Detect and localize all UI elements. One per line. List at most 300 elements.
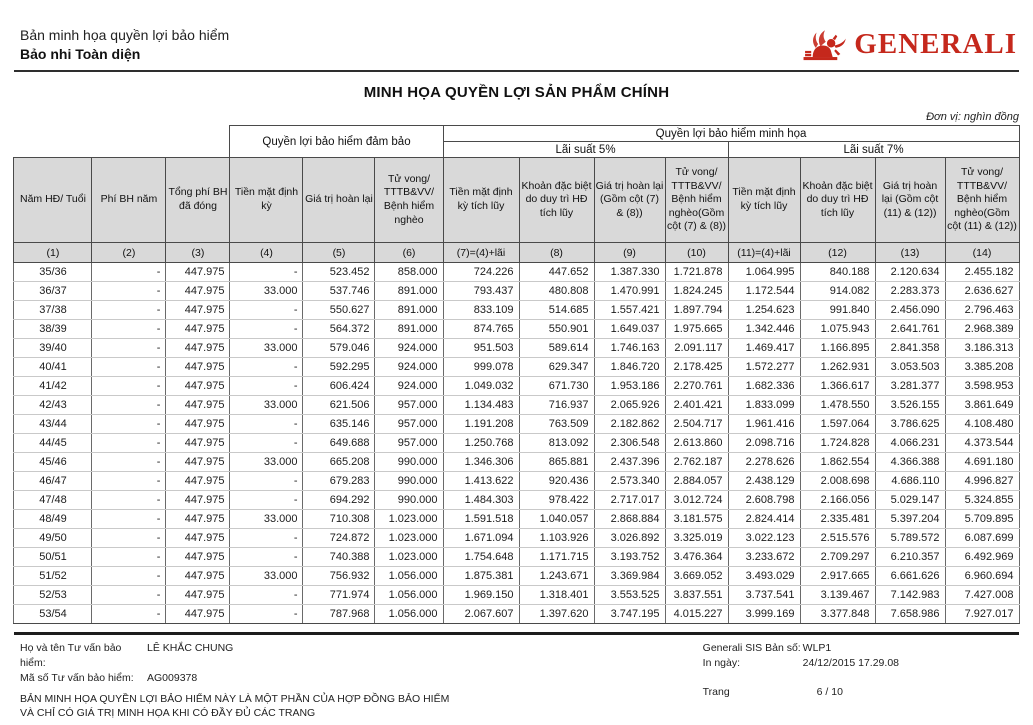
cell-col-4: 33.000 bbox=[230, 396, 303, 415]
column-number-13: (13) bbox=[875, 243, 945, 263]
cell-col-11: 3.493.029 bbox=[728, 567, 800, 586]
column-header-12: Khoản đặc biệt do duy trì HĐ tích lũy bbox=[800, 158, 875, 243]
cell-col-14: 6.087.699 bbox=[945, 529, 1019, 548]
cell-col-13: 6.661.626 bbox=[875, 567, 945, 586]
cell-col-12: 1.478.550 bbox=[800, 396, 875, 415]
group-rate-5-percent: Lãi suất 5% bbox=[443, 142, 728, 158]
cell-col-11: 1.682.336 bbox=[728, 377, 800, 396]
page-footer bbox=[0, 635, 1033, 721]
column-header-6: Tử vong/ TTTB&VV/ Bệnh hiểm nghèo bbox=[375, 158, 443, 243]
column-number-3: (3) bbox=[166, 243, 230, 263]
column-numbers-row bbox=[14, 243, 1019, 263]
column-number-1: (1) bbox=[14, 243, 92, 263]
table-row bbox=[14, 510, 1019, 529]
cell-col-5: 592.295 bbox=[303, 358, 375, 377]
cell-col-14: 5.324.855 bbox=[945, 491, 1019, 510]
sis-version-label: Generali SIS Bản số: bbox=[702, 642, 801, 654]
cell-col-13: 4.066.231 bbox=[875, 434, 945, 453]
cell-col-13: 5.789.572 bbox=[875, 529, 945, 548]
cell-col-7: 1.134.483 bbox=[443, 396, 519, 415]
cell-col-4: 33.000 bbox=[230, 339, 303, 358]
footer-right bbox=[703, 641, 1019, 721]
cell-col-7: 1.346.306 bbox=[443, 453, 519, 472]
cell-col-10: 3.476.364 bbox=[665, 548, 728, 567]
advisor-code-row bbox=[20, 671, 449, 686]
cell-col-5: 649.688 bbox=[303, 434, 375, 453]
cell-col-2: - bbox=[92, 586, 166, 605]
cell-col-12: 1.262.931 bbox=[800, 358, 875, 377]
cell-col-10: 2.504.717 bbox=[665, 415, 728, 434]
cell-col-2: - bbox=[92, 567, 166, 586]
print-date-label: In ngày: bbox=[702, 657, 741, 670]
cell-col-14: 5.709.895 bbox=[945, 510, 1019, 529]
cell-col-7: 999.078 bbox=[443, 358, 519, 377]
cell-col-12: 2.008.698 bbox=[800, 472, 875, 491]
cell-col-8: 671.730 bbox=[519, 377, 594, 396]
product-name: Bảo nhi Toàn diện bbox=[20, 46, 141, 63]
advisor-name-label: Họ và tên Tư vấn bảo hiểm: bbox=[20, 642, 122, 670]
cell-col-4: - bbox=[230, 301, 303, 320]
cell-col-2: - bbox=[92, 434, 166, 453]
cell-col-3: 447.975 bbox=[166, 263, 230, 282]
table-row bbox=[14, 529, 1019, 548]
cell-year-age: 52/53 bbox=[14, 586, 92, 605]
cell-col-11: 3.022.123 bbox=[728, 529, 800, 548]
footer-left bbox=[20, 641, 449, 721]
cell-col-6: 858.000 bbox=[375, 263, 443, 282]
cell-col-12: 2.515.576 bbox=[800, 529, 875, 548]
cell-col-6: 957.000 bbox=[375, 434, 443, 453]
cell-col-11: 3.999.169 bbox=[728, 605, 800, 624]
cell-col-11: 3.233.672 bbox=[728, 548, 800, 567]
page-title: MINH HỌA QUYỀN LỢI SẢN PHẨM CHÍNH bbox=[363, 84, 670, 101]
header-divider bbox=[14, 70, 1019, 72]
cell-col-4: - bbox=[230, 263, 303, 282]
sis-version-value: WLP1 bbox=[802, 642, 832, 654]
cell-col-3: 447.975 bbox=[166, 510, 230, 529]
cell-col-3: 447.975 bbox=[166, 282, 230, 301]
cell-col-10: 2.884.057 bbox=[665, 472, 728, 491]
cell-col-14: 3.385.208 bbox=[945, 358, 1019, 377]
cell-col-6: 891.000 bbox=[375, 282, 443, 301]
cell-col-2: - bbox=[92, 339, 166, 358]
column-number-8: (8) bbox=[519, 243, 594, 263]
cell-col-6: 990.000 bbox=[375, 491, 443, 510]
cell-col-11: 1.342.446 bbox=[728, 320, 800, 339]
cell-col-4: 33.000 bbox=[230, 282, 303, 301]
cell-col-6: 990.000 bbox=[375, 472, 443, 491]
cell-col-2: - bbox=[92, 301, 166, 320]
cell-col-12: 840.188 bbox=[800, 263, 875, 282]
cell-col-3: 447.975 bbox=[166, 415, 230, 434]
cell-col-12: 2.166.056 bbox=[800, 491, 875, 510]
cell-col-13: 5.029.147 bbox=[875, 491, 945, 510]
table-row bbox=[14, 434, 1019, 453]
cell-col-12: 3.377.848 bbox=[800, 605, 875, 624]
table-row bbox=[14, 339, 1019, 358]
cell-col-11: 2.608.798 bbox=[728, 491, 800, 510]
cell-col-9: 2.437.396 bbox=[594, 453, 665, 472]
cell-col-14: 3.186.313 bbox=[945, 339, 1019, 358]
cell-col-2: - bbox=[92, 282, 166, 301]
cell-col-6: 1.056.000 bbox=[375, 586, 443, 605]
table-row bbox=[14, 453, 1019, 472]
cell-col-14: 4.373.544 bbox=[945, 434, 1019, 453]
column-number-11: (11)=(4)+lãi bbox=[728, 243, 800, 263]
cell-col-3: 447.975 bbox=[166, 320, 230, 339]
cell-col-9: 2.717.017 bbox=[594, 491, 665, 510]
table-row bbox=[14, 377, 1019, 396]
group-header-row-1 bbox=[14, 126, 1019, 142]
cell-col-4: - bbox=[230, 320, 303, 339]
cell-col-9: 1.746.163 bbox=[594, 339, 665, 358]
cell-col-13: 3.053.503 bbox=[875, 358, 945, 377]
cell-col-14: 3.861.649 bbox=[945, 396, 1019, 415]
cell-col-7: 1.049.032 bbox=[443, 377, 519, 396]
cell-col-14: 6.492.969 bbox=[945, 548, 1019, 567]
table-row bbox=[14, 567, 1019, 586]
cell-col-7: 1.250.768 bbox=[443, 434, 519, 453]
cell-col-6: 957.000 bbox=[375, 396, 443, 415]
cell-col-2: - bbox=[92, 358, 166, 377]
cell-col-7: 1.671.094 bbox=[443, 529, 519, 548]
cell-col-4: - bbox=[230, 586, 303, 605]
column-number-6: (6) bbox=[375, 243, 443, 263]
cell-col-5: 771.974 bbox=[303, 586, 375, 605]
cell-col-11: 1.172.544 bbox=[728, 282, 800, 301]
cell-col-2: - bbox=[92, 320, 166, 339]
cell-col-4: 33.000 bbox=[230, 567, 303, 586]
cell-col-13: 3.786.625 bbox=[875, 415, 945, 434]
cell-col-9: 1.387.330 bbox=[594, 263, 665, 282]
cell-col-5: 740.388 bbox=[303, 548, 375, 567]
cell-col-12: 1.862.554 bbox=[800, 453, 875, 472]
cell-col-11: 1.254.623 bbox=[728, 301, 800, 320]
column-number-5: (5) bbox=[303, 243, 375, 263]
cell-col-4: - bbox=[230, 434, 303, 453]
table-row bbox=[14, 358, 1019, 377]
cell-col-14: 2.796.463 bbox=[945, 301, 1019, 320]
cell-col-8: 1.171.715 bbox=[519, 548, 594, 567]
cell-col-6: 891.000 bbox=[375, 320, 443, 339]
cell-col-6: 990.000 bbox=[375, 453, 443, 472]
cell-col-3: 447.975 bbox=[166, 567, 230, 586]
cell-col-8: 1.040.057 bbox=[519, 510, 594, 529]
cell-col-13: 3.281.377 bbox=[875, 377, 945, 396]
cell-col-9: 1.557.421 bbox=[594, 301, 665, 320]
table-row bbox=[14, 605, 1019, 624]
cell-col-7: 793.437 bbox=[443, 282, 519, 301]
cell-col-12: 3.139.467 bbox=[800, 586, 875, 605]
cell-col-4: - bbox=[230, 491, 303, 510]
cell-col-12: 2.709.297 bbox=[800, 548, 875, 567]
generali-wordmark: GENERALI bbox=[854, 27, 1017, 60]
cell-col-8: 978.422 bbox=[519, 491, 594, 510]
cell-col-13: 2.283.373 bbox=[875, 282, 945, 301]
cell-col-10: 1.721.878 bbox=[665, 263, 728, 282]
cell-col-2: - bbox=[92, 605, 166, 624]
column-header-14: Tử vong/ TTTB&VV/ Bệnh hiểm nghèo(Gồm cột (11) & (12)) bbox=[945, 158, 1019, 243]
cell-col-9: 3.193.752 bbox=[594, 548, 665, 567]
cell-col-11: 2.098.716 bbox=[728, 434, 800, 453]
cell-col-14: 4.108.480 bbox=[945, 415, 1019, 434]
cell-col-11: 2.824.414 bbox=[728, 510, 800, 529]
cell-col-14: 2.636.627 bbox=[945, 282, 1019, 301]
cell-col-9: 2.868.884 bbox=[594, 510, 665, 529]
cell-year-age: 48/49 bbox=[14, 510, 92, 529]
cell-year-age: 50/51 bbox=[14, 548, 92, 567]
table-row bbox=[14, 396, 1019, 415]
cell-col-3: 447.975 bbox=[166, 529, 230, 548]
cell-col-2: - bbox=[92, 548, 166, 567]
cell-col-6: 1.023.000 bbox=[375, 529, 443, 548]
cell-col-13: 2.120.634 bbox=[875, 263, 945, 282]
cell-col-5: 787.968 bbox=[303, 605, 375, 624]
cell-col-2: - bbox=[92, 472, 166, 491]
cell-year-age: 38/39 bbox=[14, 320, 92, 339]
group-illustrated-benefits: Quyền lợi bảo hiểm minh họa bbox=[443, 126, 1019, 142]
cell-col-5: 621.506 bbox=[303, 396, 375, 415]
cell-col-13: 2.841.358 bbox=[875, 339, 945, 358]
column-header-11: Tiền mặt định kỳ tích lũy bbox=[728, 158, 800, 243]
advisor-code-value: AG009378 bbox=[147, 672, 198, 685]
cell-col-13: 4.686.110 bbox=[875, 472, 945, 491]
column-header-5: Giá trị hoàn lại bbox=[303, 158, 375, 243]
cell-col-13: 5.397.204 bbox=[875, 510, 945, 529]
cell-col-9: 3.747.195 bbox=[594, 605, 665, 624]
cell-col-10: 4.015.227 bbox=[665, 605, 728, 624]
cell-col-12: 1.166.895 bbox=[800, 339, 875, 358]
generali-lion-icon bbox=[802, 26, 848, 62]
cell-year-age: 40/41 bbox=[14, 358, 92, 377]
cell-year-age: 35/36 bbox=[14, 263, 92, 282]
header-spacer bbox=[14, 126, 230, 158]
cell-col-8: 1.103.926 bbox=[519, 529, 594, 548]
cell-col-11: 2.438.129 bbox=[728, 472, 800, 491]
cell-col-13: 7.142.983 bbox=[875, 586, 945, 605]
cell-col-10: 3.837.551 bbox=[665, 586, 728, 605]
cell-year-age: 51/52 bbox=[14, 567, 92, 586]
unit-note: Đơn vị: nghìn đồng bbox=[926, 111, 1019, 123]
column-header-2: Phí BH năm bbox=[92, 158, 166, 243]
cell-col-12: 991.840 bbox=[800, 301, 875, 320]
cell-col-14: 4.996.827 bbox=[945, 472, 1019, 491]
cell-col-14: 7.427.008 bbox=[945, 586, 1019, 605]
cell-col-6: 891.000 bbox=[375, 301, 443, 320]
column-number-7: (7)=(4)+lãi bbox=[443, 243, 519, 263]
cell-col-4: 33.000 bbox=[230, 510, 303, 529]
cell-col-3: 447.975 bbox=[166, 377, 230, 396]
cell-col-6: 1.023.000 bbox=[375, 548, 443, 567]
cell-col-3: 447.975 bbox=[166, 358, 230, 377]
cell-col-7: 1.484.303 bbox=[443, 491, 519, 510]
column-header-10: Tử vong/ TTTB&VV/ Bệnh hiểm nghèo(Gồm cột (7) & (8)) bbox=[665, 158, 728, 243]
cell-col-9: 1.953.186 bbox=[594, 377, 665, 396]
cell-col-9: 1.649.037 bbox=[594, 320, 665, 339]
cell-col-5: 724.872 bbox=[303, 529, 375, 548]
cell-col-8: 629.347 bbox=[519, 358, 594, 377]
column-number-2: (2) bbox=[92, 243, 166, 263]
cell-col-10: 2.613.860 bbox=[665, 434, 728, 453]
cell-col-2: - bbox=[92, 453, 166, 472]
cell-col-10: 3.181.575 bbox=[665, 510, 728, 529]
generali-logo bbox=[802, 26, 1017, 62]
cell-year-age: 36/37 bbox=[14, 282, 92, 301]
cell-col-14: 4.691.180 bbox=[945, 453, 1019, 472]
cell-col-5: 550.627 bbox=[303, 301, 375, 320]
advisor-name-row bbox=[20, 641, 449, 671]
table-row bbox=[14, 301, 1019, 320]
cell-col-10: 2.762.187 bbox=[665, 453, 728, 472]
cell-col-4: - bbox=[230, 529, 303, 548]
cell-col-9: 2.573.340 bbox=[594, 472, 665, 491]
document-type-label: Bản minh họa quyền lợi bảo hiểm bbox=[20, 27, 230, 44]
cell-col-8: 514.685 bbox=[519, 301, 594, 320]
cell-col-13: 3.526.155 bbox=[875, 396, 945, 415]
cell-col-14: 2.968.389 bbox=[945, 320, 1019, 339]
table-row bbox=[14, 548, 1019, 567]
cell-col-7: 874.765 bbox=[443, 320, 519, 339]
cell-col-3: 447.975 bbox=[166, 605, 230, 624]
cell-col-6: 924.000 bbox=[375, 339, 443, 358]
cell-col-10: 2.270.761 bbox=[665, 377, 728, 396]
column-header-4: Tiền mặt định kỳ bbox=[230, 158, 303, 243]
cell-col-2: - bbox=[92, 396, 166, 415]
cell-col-10: 1.824.245 bbox=[665, 282, 728, 301]
cell-col-10: 1.897.794 bbox=[665, 301, 728, 320]
column-number-4: (4) bbox=[230, 243, 303, 263]
cell-col-6: 1.023.000 bbox=[375, 510, 443, 529]
print-date-value: 24/12/2015 17.29.08 bbox=[802, 657, 899, 670]
cell-col-5: 523.452 bbox=[303, 263, 375, 282]
cell-col-8: 1.318.401 bbox=[519, 586, 594, 605]
cell-col-8: 1.397.620 bbox=[519, 605, 594, 624]
advisor-code-label: Mã số Tư vấn bảo hiểm: bbox=[20, 672, 134, 685]
column-header-7: Tiền mặt định kỳ tích lũy bbox=[443, 158, 519, 243]
cell-col-7: 1.754.648 bbox=[443, 548, 519, 567]
cell-col-9: 3.553.525 bbox=[594, 586, 665, 605]
cell-col-11: 1.469.417 bbox=[728, 339, 800, 358]
sis-version-row bbox=[703, 641, 899, 656]
column-header-3: Tổng phí BH đã đóng bbox=[166, 158, 230, 243]
cell-col-3: 447.975 bbox=[166, 434, 230, 453]
column-header-8: Khoản đặc biệt do duy trì HĐ tích lũy bbox=[519, 158, 594, 243]
cell-col-5: 564.372 bbox=[303, 320, 375, 339]
cell-col-8: 550.901 bbox=[519, 320, 594, 339]
cell-col-8: 1.243.671 bbox=[519, 567, 594, 586]
cell-year-age: 53/54 bbox=[14, 605, 92, 624]
cell-col-9: 1.470.991 bbox=[594, 282, 665, 301]
cell-col-6: 1.056.000 bbox=[375, 605, 443, 624]
cell-col-5: 756.932 bbox=[303, 567, 375, 586]
cell-col-10: 2.401.421 bbox=[665, 396, 728, 415]
cell-col-11: 2.278.626 bbox=[728, 453, 800, 472]
cell-col-7: 833.109 bbox=[443, 301, 519, 320]
column-number-10: (10) bbox=[665, 243, 728, 263]
legal-notice-line-2: VÀ CHỈ CÓ GIÁ TRỊ MINH HỌA KHI CÓ ĐẦY ĐỦ CÁC TRANG bbox=[20, 707, 316, 720]
cell-col-2: - bbox=[92, 377, 166, 396]
cell-year-age: 41/42 bbox=[14, 377, 92, 396]
page-number-row bbox=[703, 685, 899, 700]
cell-col-8: 813.092 bbox=[519, 434, 594, 453]
benefits-table bbox=[13, 125, 1019, 624]
cell-col-2: - bbox=[92, 415, 166, 434]
column-names-row bbox=[14, 158, 1019, 243]
cell-year-age: 39/40 bbox=[14, 339, 92, 358]
cell-col-6: 924.000 bbox=[375, 358, 443, 377]
cell-col-9: 3.026.892 bbox=[594, 529, 665, 548]
table-row bbox=[14, 320, 1019, 339]
cell-year-age: 49/50 bbox=[14, 529, 92, 548]
cell-year-age: 42/43 bbox=[14, 396, 92, 415]
cell-col-12: 1.366.617 bbox=[800, 377, 875, 396]
cell-col-14: 3.598.953 bbox=[945, 377, 1019, 396]
cell-col-4: - bbox=[230, 472, 303, 491]
column-header-1: Năm HĐ/ Tuổi bbox=[14, 158, 92, 243]
cell-col-14: 2.455.182 bbox=[945, 263, 1019, 282]
cell-col-5: 679.283 bbox=[303, 472, 375, 491]
cell-col-11: 1.572.277 bbox=[728, 358, 800, 377]
column-number-12: (12) bbox=[800, 243, 875, 263]
cell-col-5: 710.308 bbox=[303, 510, 375, 529]
cell-col-11: 1.961.416 bbox=[728, 415, 800, 434]
cell-col-5: 694.292 bbox=[303, 491, 375, 510]
cell-col-7: 1.875.381 bbox=[443, 567, 519, 586]
cell-col-13: 2.641.761 bbox=[875, 320, 945, 339]
cell-col-4: - bbox=[230, 415, 303, 434]
cell-year-age: 46/47 bbox=[14, 472, 92, 491]
cell-col-7: 1.591.518 bbox=[443, 510, 519, 529]
column-number-9: (9) bbox=[594, 243, 665, 263]
cell-col-7: 724.226 bbox=[443, 263, 519, 282]
cell-year-age: 37/38 bbox=[14, 301, 92, 320]
cell-col-3: 447.975 bbox=[166, 453, 230, 472]
cell-year-age: 43/44 bbox=[14, 415, 92, 434]
legal-notice bbox=[20, 692, 449, 721]
table-row bbox=[14, 586, 1019, 605]
page-number-value: 6 / 10 bbox=[816, 686, 843, 699]
cell-col-7: 1.969.150 bbox=[443, 586, 519, 605]
cell-col-6: 924.000 bbox=[375, 377, 443, 396]
cell-col-11: 3.737.541 bbox=[728, 586, 800, 605]
cell-col-11: 1.064.995 bbox=[728, 263, 800, 282]
cell-col-10: 3.012.724 bbox=[665, 491, 728, 510]
cell-col-3: 447.975 bbox=[166, 491, 230, 510]
legal-notice-line-1: BẢN MINH HỌA QUYỀN LỢI BẢO HIỂM NÀY LÀ MỘT PHẦN CỦA HỢP ĐỒNG BẢO HIỂM bbox=[20, 692, 450, 705]
cell-col-4: - bbox=[230, 605, 303, 624]
cell-col-12: 1.597.064 bbox=[800, 415, 875, 434]
cell-col-2: - bbox=[92, 263, 166, 282]
print-date-row bbox=[703, 656, 899, 671]
cell-col-5: 606.424 bbox=[303, 377, 375, 396]
cell-col-9: 2.306.548 bbox=[594, 434, 665, 453]
cell-col-3: 447.975 bbox=[166, 548, 230, 567]
cell-col-9: 1.846.720 bbox=[594, 358, 665, 377]
cell-col-3: 447.975 bbox=[166, 472, 230, 491]
cell-col-10: 3.669.052 bbox=[665, 567, 728, 586]
cell-col-6: 1.056.000 bbox=[375, 567, 443, 586]
group-guaranteed-benefits: Quyền lợi bảo hiểm đảm bảo bbox=[230, 126, 443, 158]
cell-col-10: 2.091.117 bbox=[665, 339, 728, 358]
table-row bbox=[14, 491, 1019, 510]
cell-col-9: 2.065.926 bbox=[594, 396, 665, 415]
column-number-14: (14) bbox=[945, 243, 1019, 263]
cell-col-4: 33.000 bbox=[230, 453, 303, 472]
cell-col-12: 1.724.828 bbox=[800, 434, 875, 453]
table-row bbox=[14, 263, 1019, 282]
cell-col-13: 7.658.986 bbox=[875, 605, 945, 624]
cell-col-5: 537.746 bbox=[303, 282, 375, 301]
